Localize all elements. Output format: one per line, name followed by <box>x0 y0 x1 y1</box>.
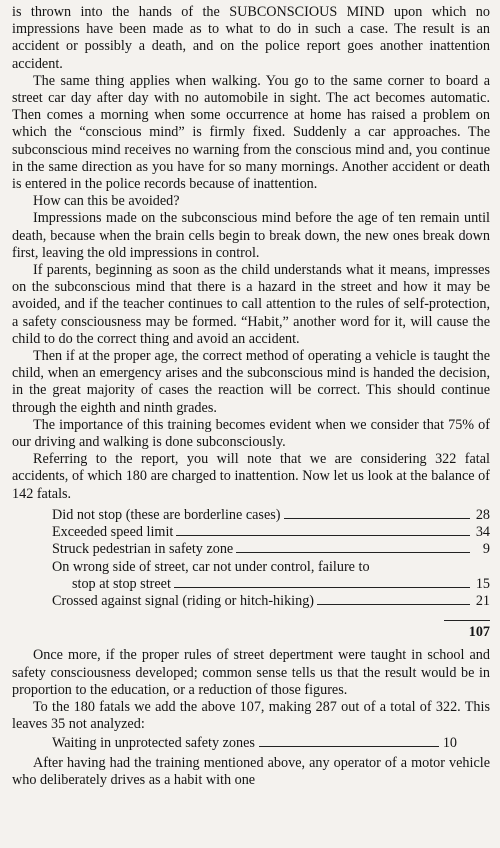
leader-line <box>236 552 470 553</box>
list-item-value: 28 <box>475 506 490 523</box>
leader-line <box>174 587 470 588</box>
list-item-label: Crossed against signal (riding or hitch-hiking) <box>52 592 315 609</box>
list-item-value: 10 <box>442 735 457 752</box>
list-item-value: 34 <box>475 524 490 541</box>
paragraph: is thrown into the hands of the SUBCONSCIOUS MIND upon which no impressions have been made as to what to do in such a case. The result is an accident or possibly a death, and on the police report goes another inattention accident. <box>12 4 490 72</box>
leader-line <box>259 746 439 747</box>
body-text <box>12 4 490 503</box>
not-analyzed-list <box>52 735 490 752</box>
paragraph: Then if at the proper age, the correct method of operating a vehicle is taught the child, when an emergency arises and the subconscious mind is handed the decision, in the great majority of cases the reaction will be correct. This should continue through the eighth and ninth grades. <box>12 348 490 416</box>
body-text-2 <box>12 647 490 733</box>
paragraph: Once more, if the proper rules of street depertment were taught in school and safety consciousness developed; common sense tells us that the result would be in proportion to the education, or a reduction of those figures. <box>12 647 490 698</box>
list-item-value: 21 <box>475 592 490 609</box>
paragraph: Referring to the report, you will note that we are considering 322 fatal accidents, of which 180 are charged to inattention. Now let us look at the balance of 142 fatals. <box>12 451 490 502</box>
paragraph: The importance of this training becomes evident when we consider that 75% of our driving and walking is done subconsciously. <box>12 416 490 451</box>
total-rule <box>444 620 490 621</box>
leader-line <box>317 604 470 605</box>
list-total: 107 <box>468 624 490 641</box>
list-item-label: On wrong side of street, car not under control, failure to <box>52 558 370 575</box>
paragraph: If parents, beginning as soon as the child understands what it means, impresses on the subconscious mind that there is a hazard in the street and how it may be avoided, and if the teacher continues to call attention to the rules of self-protection, a safety consciousness may be formed. “Habit,” another word for it, will cause the child to do the correct thing and avoid an accident. <box>12 262 490 347</box>
list-item <box>52 507 490 524</box>
paragraph: The same thing applies when walking. You go to the same corner to board a street car day after day with no automobile in sight. The act becomes automatic. Then comes a morning when some occurrence at home has raised a problem on which the “conscious mind” is firmly fixed. Suddenly a car approaches. The subconscious mind receives no warning from the conscious mind and, you continue in the same direction as you have for so many mornings. Another accident or death is entered in the police records because of inattention. <box>12 72 490 193</box>
list-item <box>52 559 490 593</box>
body-text-3 <box>12 755 490 789</box>
fatals-list <box>52 507 490 641</box>
list-item-value: 15 <box>475 575 490 592</box>
list-item-label: Waiting in unprotected safety zones <box>52 735 255 752</box>
list-item-label-continued: stop at stop street <box>72 575 171 592</box>
paragraph: After having had the training mentioned above, any operator of a motor vehicle who deliberately drives as a habit with one <box>12 754 490 788</box>
paragraph: Impressions made on the subconscious mind before the age of ten remain until death, because when the brain cells begin to break down, the new ones break down first, leaving the old impressions in control. <box>12 210 490 261</box>
paragraph-question: How can this be avoided? <box>33 193 180 210</box>
list-item <box>52 524 490 541</box>
leader-line <box>176 535 470 536</box>
leader-line <box>284 518 471 519</box>
list-item <box>52 541 490 558</box>
list-item-value: 9 <box>482 541 490 558</box>
list-item-label: Exceeded speed limit <box>52 524 174 541</box>
list-item-label: Did not stop (these are borderline cases) <box>52 506 281 523</box>
list-item <box>52 735 457 752</box>
list-item <box>52 593 490 610</box>
paragraph: To the 180 fatals we add the above 107, making 287 out of a total of 322. This leaves 35 not analyzed: <box>12 698 490 733</box>
list-item-label: Struck pedestrian in safety zone <box>52 541 234 558</box>
